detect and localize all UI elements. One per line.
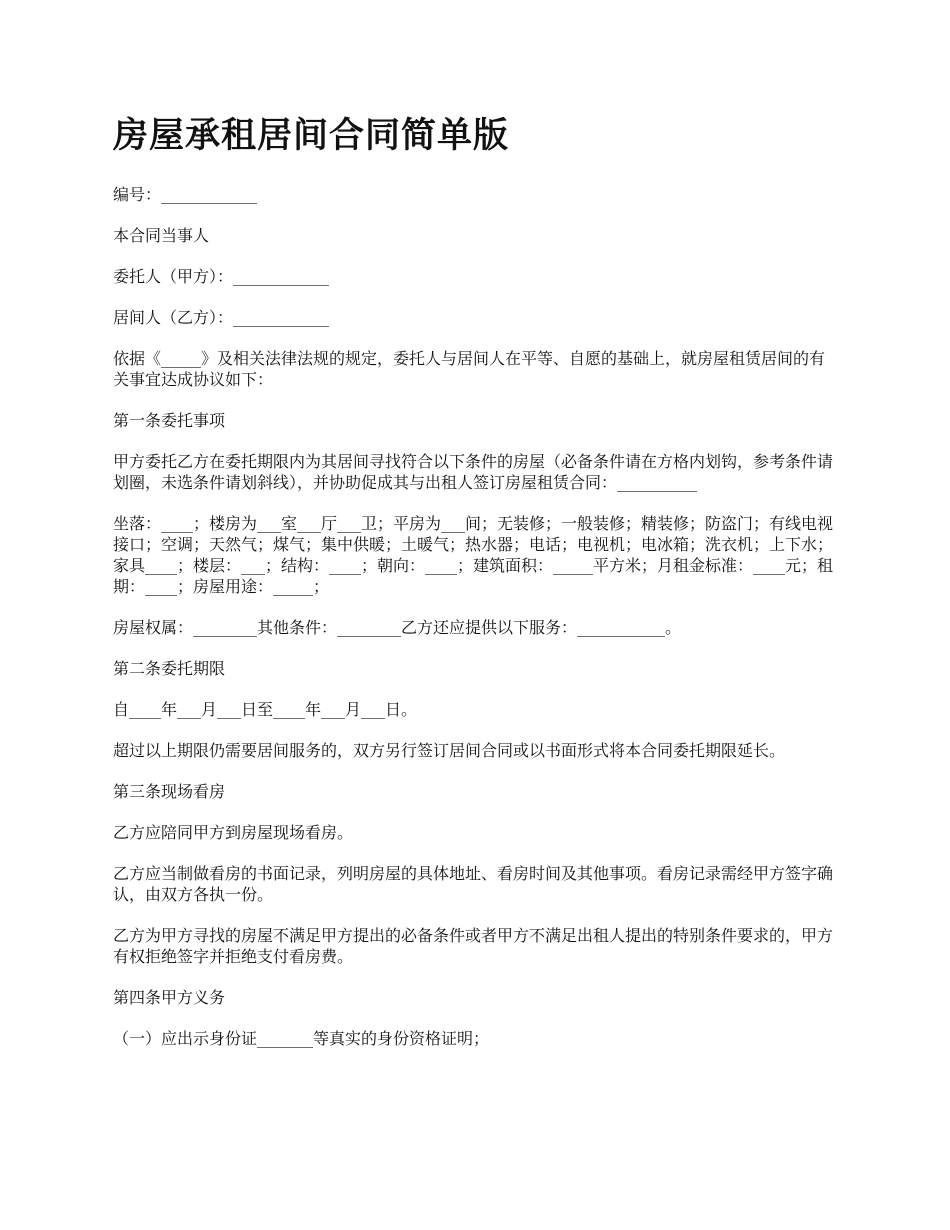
article-1-heading: 第一条委托事项 [113, 411, 226, 430]
document-page [113, 110, 838, 1069]
term-extension-paragraph: 超过以上期限仍需要居间服务的，双方另行签订居间合同或以书面形式将本合同委托期限延长。 [113, 741, 786, 760]
article-3-heading: 第三条现场看房 [113, 782, 226, 801]
property-conditions-paragraph: 坐落：____；楼房为___室___厅___卫；平房为___间；无装修；一般装修；精装修；防盗门；有线电视接口；空调；天然气；煤气；集中供暖；土暖气；热水器；电话；电视机；电冰箱；洗衣机；上下水；家具____；楼层：___；结构：____；朝向：____；建筑面积：_____平方米；月租金标准：____元；租期：____；房屋用途：_____； [113, 514, 834, 596]
property-ownership-line: 房屋权属：________其他条件：________乙方还应提供以下服务：___________。 [113, 618, 682, 637]
party-b-line: 居间人（乙方）：____________ [113, 308, 330, 327]
viewing-paragraph-3: 乙方为甲方寻找的房屋不满足甲方提出的必备条件或者甲方不满足出租人提出的特别条件要求的，甲方有权拒绝签字并拒绝支付看房费。 [113, 926, 834, 966]
viewing-paragraph-2: 乙方应当制做看房的书面记录，列明房屋的具体地址、看房时间及其他事项。看房记录需经甲方签字确认，由双方各执一份。 [113, 864, 834, 904]
term-dates-line: 自____年___月___日至____年___月___日。 [113, 700, 418, 719]
parties-heading: 本合同当事人 [113, 226, 210, 245]
article-1-paragraph: 甲方委托乙方在委托期限内为其居间寻找符合以下条件的房屋（必备条件请在方格内划钩，参考条件请划圈，未选条件请划斜线），并协助促成其与出租人签订房屋租赁合同：__________ [113, 452, 834, 492]
article-4-heading: 第四条甲方义务 [113, 988, 226, 1007]
party-a-line: 委托人（甲方）：____________ [113, 267, 330, 286]
preamble-paragraph: 依据《_____》及相关法律法规的规定，委托人与居间人在平等、自愿的基础上，就房屋租赁居间的有关事宜达成协议如下： [113, 349, 826, 389]
contract-number-line: 编号：____________ [113, 185, 258, 204]
article-2-heading: 第二条委托期限 [113, 659, 226, 678]
obligation-item-1: （一）应出示身份证_______等真实的身份资格证明； [113, 1029, 490, 1048]
viewing-paragraph-1: 乙方应陪同甲方到房屋现场看房。 [113, 823, 354, 842]
document-title: 房屋承租居间合同简单版 [113, 116, 510, 156]
